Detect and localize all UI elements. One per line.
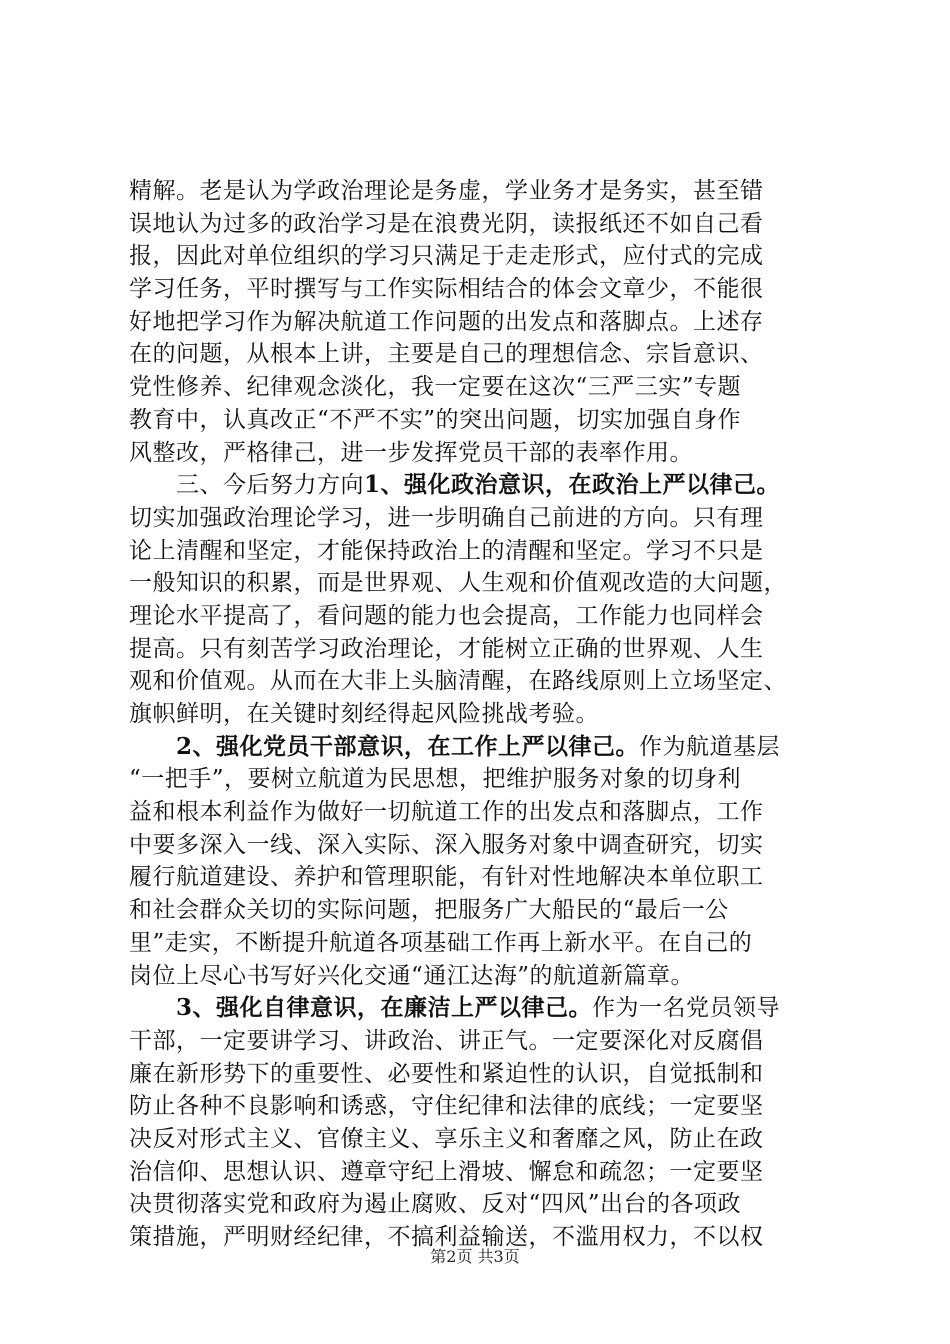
text-line: 防止各种不良影响和诱惑，守住纪律和法律的底线；一定要坚 [129,1093,764,1120]
text-line: 决贯彻落实党和政府为遏止腐败、反对“四风”出台的各项政 [129,1191,742,1218]
point-3-heading: 3、强化自律意识，在廉洁上严以律己。 [176,994,593,1022]
point-2-text: 作为航道基层 [639,733,781,760]
text-line: 岗位上尽心书写好兴化交通“通江达海”的航道新篇章。 [129,962,695,989]
section-heading: 三、今后努力方向 [176,472,364,499]
text-line: 中要多深入一线、深入实际、深入服务对象中调查研究，切实 [129,831,764,858]
point-2-heading: 2、强化党员干部意识，在工作上严以律己。 [176,732,640,760]
text-line: 决反对形式主义、官僚主义、享乐主义和奢靡之风，防止在政 [129,1125,764,1152]
section-heading-line [129,469,829,502]
point-2-line [129,731,829,764]
text-line: 观和价值观。从而在大非上头脑清醒，在路线原则上立场坚定、 [129,668,787,695]
text-line: 教育中，认真改正“不严不实”的突出问题，切实加强自身作 [129,406,742,433]
text-line: 一般知识的积累，而是世界观、人生观和价值观改造的大问题， [129,570,787,597]
point-3-line [129,992,829,1025]
text-line: 切实加强政治理论学习，进一步明确自己前进的方向。只有理 [129,504,764,531]
text-line: 风整改，严格律己，进一步发挥党员干部的表率作用。 [129,439,693,466]
text-line: 和社会群众关切的实际问题，把服务广大船民的“最后一公 [129,897,729,924]
text-line: “一把手”，要树立航道为民思想，把维护服务对象的切身利 [129,766,742,793]
text-line: 提高。只有刻苦学习政治理论，才能树立正确的世界观、人生 [129,635,764,662]
text-line: 论上清醒和坚定，才能保持政治上的清醒和坚定。学习不只是 [129,537,764,564]
text-line: 报，因此对单位组织的学习只满足于走走形式，应付式的完成 [129,243,764,270]
text-line: 干部，一定要讲学习、讲政治、讲正气。一定要深化对反腐倡 [129,1027,764,1054]
text-line: 治信仰、思想认识、遵章守纪上滑坡、懈怠和疏忽；一定要坚 [129,1158,764,1185]
text-line: 履行航道建设、养护和管理职能，有针对性地解决本单位职工 [129,864,764,891]
point-1-heading: 1、强化政治意识，在政治上严以律己。 [364,471,781,499]
text-line: 好地把学习作为解决航道工作问题的出发点和落脚点。上述存 [129,308,764,335]
text-line: 里”走实，不断提升航道各项基础工作再上新水平。在自己的 [129,929,753,956]
page-number-footer: 第2页 共3页 [430,1247,520,1266]
text-line: 学习任务，平时撰写与工作实际相结合的体会文章少，不能很 [129,276,764,303]
text-line: 精解。老是认为学政治理论是务虚，学业务才是务实，甚至错 [129,178,764,204]
text-line: 在的问题，从根本上讲，主要是自己的理想信念、宗旨意识、 [129,341,764,368]
point-3-text: 作为一名党员领导 [592,995,781,1022]
text-line: 益和根本利益作为做好一切航道工作的出发点和落脚点，工作 [129,799,764,826]
document-body [129,175,829,1254]
text-line: 策措施，严明财经纪律，不搞利益输送，不滥用权力，不以权 [129,1224,764,1250]
text-line: 误地认为过多的政治学习是在浪费光阴，读报纸还不如自己看 [129,210,764,237]
text-line: 理论水平提高了，看问题的能力也会提高，工作能力也同样会 [129,602,764,629]
text-line: 旗帜鲜明，在关键时刻经得起风险挑战考验。 [129,701,599,727]
text-line: 党性修养、纪律观念淡化，我一定要在这次“三严三实”专题 [129,374,742,401]
text-line: 廉在新形势下的重要性、必要性和紧迫性的认识，自觉抵制和 [129,1060,764,1087]
